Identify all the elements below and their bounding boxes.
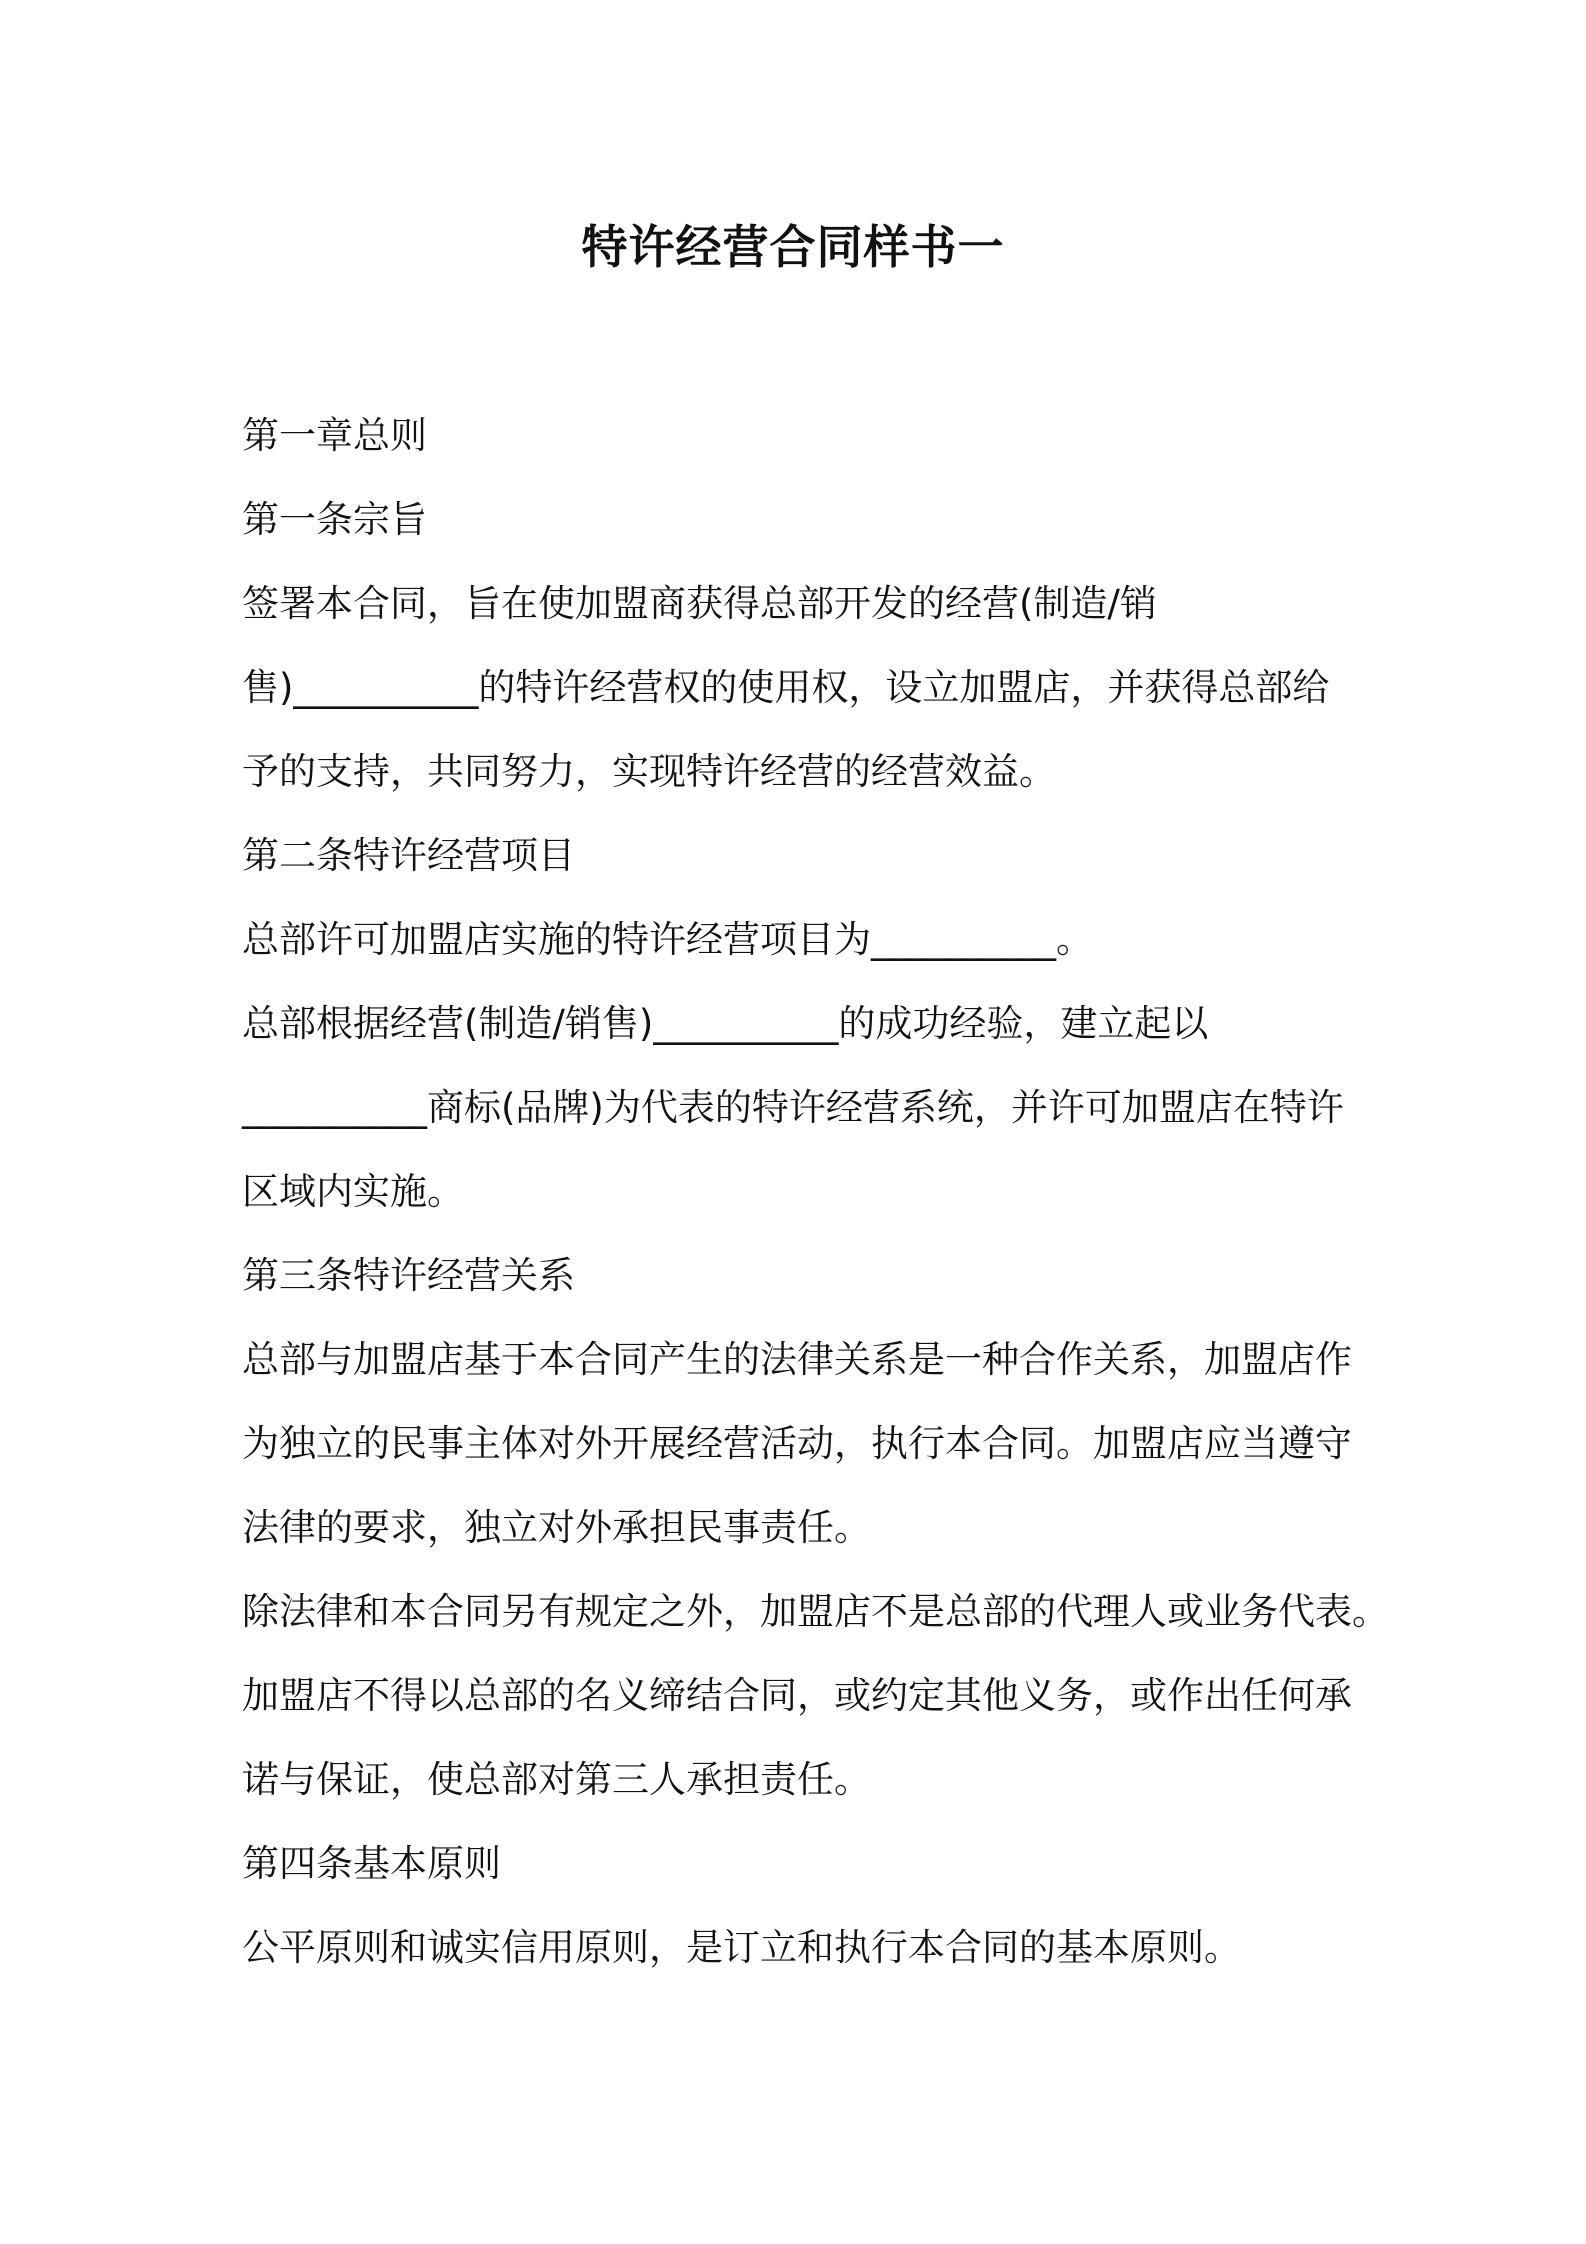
paragraph-line: 签署本合同，旨在使加盟商获得总部开发的经营(制造/销 bbox=[242, 582, 1157, 625]
paragraph-line: 加盟店不得以总部的名义缔结合同，或约定其他义务，或作出任何承 bbox=[242, 1674, 1352, 1717]
paragraph-line: 总部根据经营(制造/销售)__________的成功经验，建立起以 bbox=[242, 1002, 1209, 1045]
article-heading: 第四条基本原则 bbox=[242, 1842, 501, 1885]
chapter-heading: 第一章总则 bbox=[242, 414, 427, 457]
paragraph-line: 总部许可加盟店实施的特许经营项目为__________。 bbox=[242, 918, 1093, 961]
document-title: 特许经营合同样书一 bbox=[581, 220, 1005, 274]
paragraph-line: 除法律和本合同另有规定之外，加盟店不是总部的代理人或业务代表。 bbox=[242, 1590, 1389, 1633]
paragraph-line: 公平原则和诚实信用原则，是订立和执行本合同的基本原则。 bbox=[242, 1926, 1241, 1969]
article-heading: 第三条特许经营关系 bbox=[242, 1254, 575, 1297]
paragraph-line: 为独立的民事主体对外开展经营活动，执行本合同。加盟店应当遵守 bbox=[242, 1422, 1352, 1465]
article-heading: 第二条特许经营项目 bbox=[242, 834, 575, 877]
paragraph-line: 予的支持，共同努力，实现特许经营的经营效益。 bbox=[242, 750, 1056, 793]
paragraph-line: 法律的要求，独立对外承担民事责任。 bbox=[242, 1506, 871, 1549]
paragraph-line: 诺与保证，使总部对第三人承担责任。 bbox=[242, 1758, 871, 1801]
paragraph-line: __________商标(品牌)为代表的特许经营系统，并许可加盟店在特许 bbox=[242, 1086, 1344, 1129]
article-heading: 第一条宗旨 bbox=[242, 498, 427, 541]
paragraph-line: 总部与加盟店基于本合同产生的法律关系是一种合作关系，加盟店作 bbox=[242, 1338, 1352, 1381]
paragraph-line: 售)__________的特许经营权的使用权，设立加盟店，并获得总部给 bbox=[242, 666, 1330, 709]
paragraph-line: 区域内实施。 bbox=[242, 1170, 464, 1213]
